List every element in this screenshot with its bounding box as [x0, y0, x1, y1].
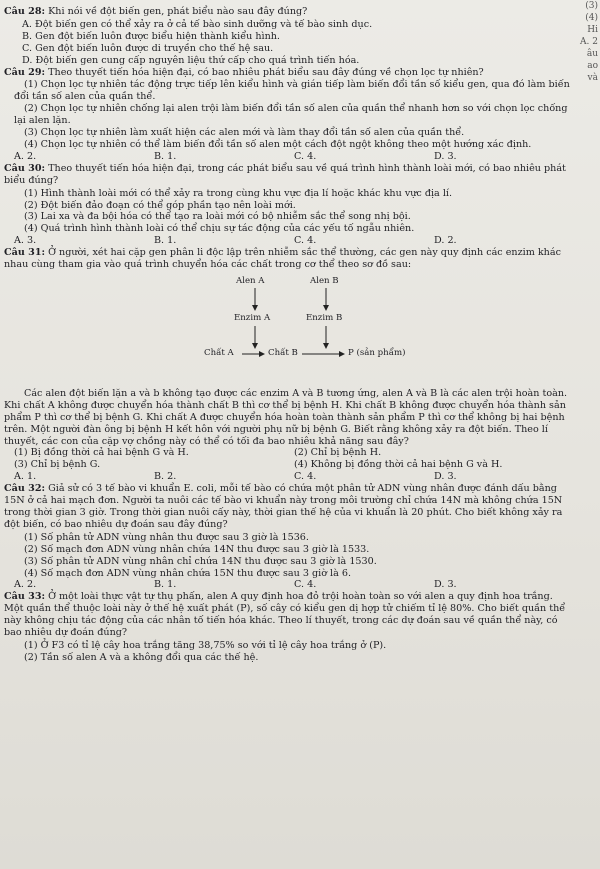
statement: (1) Ở F3 có tỉ lệ cây hoa trắng tăng 38,75% so với tỉ lệ cây hoa trắng ở (P).: [24, 639, 387, 651]
statement: (3) Số phân tử ADN vùng nhân chỉ chứa 14N thu được sau 3 giờ là 1530.: [24, 555, 377, 567]
statement: (3) Chỉ bị bệnh G.: [14, 459, 101, 471]
answer-b[interactable]: B. 1.: [154, 579, 177, 591]
question-33: [4, 591, 574, 639]
answer-b[interactable]: B. 2.: [154, 471, 177, 483]
question-number: Câu 30:: [4, 162, 46, 174]
answer-a[interactable]: A. 3.: [14, 235, 37, 247]
question-30: [4, 163, 574, 187]
substance-a-label: Chất A: [204, 347, 234, 358]
enzyme-a-label: Enzim A: [234, 312, 271, 323]
margin-notes: [574, 0, 598, 84]
answer-c[interactable]: C. 4.: [294, 579, 317, 591]
answer-row: [4, 151, 574, 163]
question-text: Giả sử có 3 tế bào vi khuẩn E. coli, mỗi tế bào có chứa một phân tử ADN vùng nhân được đánh dấu bằng 15N ở cả hai mạch đơn. Người ta nuôi các tế bào vi khuẩn này trong môi trường chỉ chứa 14N mà không chứa 15N trong thời gian 3 giờ. Trong thời gian nuôi cấy này, thời gian thế hệ của vi khuẩn là 20 phút. Cho biết không xảy ra đột biến, có bao nhiêu dự đoán sau đây đúng?: [4, 483, 563, 530]
statement: (1) Chọn lọc tự nhiên tác động trực tiếp lên kiểu hình và gián tiếp làm biến đổi tần số kiểu gen, qua đó làm biến đổi tần số alen của quần thể.: [14, 79, 570, 103]
answer-row: [4, 579, 574, 591]
question-number: Câu 28:: [4, 6, 46, 17]
question-number: Câu 31:: [4, 247, 46, 259]
answer-b[interactable]: B. 1.: [154, 150, 177, 162]
question-number: Câu 32:: [4, 483, 46, 495]
option: A. Đột biến gen có thể xảy ra ở cả tế bào sinh dưỡng và tế bào sinh dục.: [22, 18, 373, 30]
option: B. Gen đột biến luôn được biểu hiện thành kiểu hình.: [22, 30, 280, 42]
option: D. Đột biến gen cung cấp nguyên liệu thứ cấp cho quá trình tiến hóa.: [22, 54, 360, 66]
answer-row: [4, 471, 574, 483]
allele-b-label: Alen B: [310, 275, 339, 286]
statement-row: [4, 447, 574, 459]
question-text: Ở người, xét hai cặp gen phân li độc lập trên nhiễm sắc thể thường, các gen này quy định các enzim khác nhau cùng tham gia vào quá trình chuyển hóa các chất trong cơ thể theo sơ đồ sau:: [4, 247, 561, 271]
question-text: Khi nói về đột biến gen, phát biểu nào sau đây đúng?: [48, 6, 308, 17]
margin-note: (3): [585, 1, 598, 11]
question-29: [4, 67, 574, 79]
allele-a-label: Alen A: [236, 275, 265, 286]
question-text: Ở một loài thực vật tự thụ phấn, alen A quy định hoa đỏ trội hoàn toàn so với alen a quy định hoa trắng. Một quần thể thuộc loài này ở thế hệ xuất phát (P), số cây có kiểu gen dị hợp tử chiếm tỉ lệ 80%. Cho biết quần thể này không chịu tác động của các nhân tố tiến hóa khác. Theo lí thuyết, trong các dự đoán sau về quần thể này, có bao nhiêu dự đoán đúng?: [4, 591, 566, 639]
margin-note: A. 2: [580, 37, 598, 47]
answer-c[interactable]: C. 4.: [294, 235, 317, 247]
question-31-paragraph: Các alen đột biến lặn a và b không tạo được các enzim A và B tương ứng, alen A và B là các alen trội hoàn toàn. Khi chất A không được chuyển hóa thành chất B thì cơ thể bị bệnh H. Khi chất B không được chuyển hóa thành sản phẩm P thì cơ thể bị bệnh G. Khi chất A được chuyển hóa hoàn toàn thành sản phẩm P thì cơ thể không bị hai bệnh trên. Một người đàn ông bị bệnh H kết hôn với người phụ nữ bị bệnh G. Biết rằng không xảy ra đột biến. Theo lí thuyết, các con của cặp vợ chồng này có thể có tối đa bao nhiêu khả năng sau đây?: [4, 387, 568, 447]
question-number: Câu 33:: [4, 591, 46, 603]
margin-note: âu: [586, 49, 598, 59]
question-text: Theo thuyết tiến hóa hiện đại, có bao nhiêu phát biểu sau đây đúng về chọn lọc tự nhiên?: [48, 66, 484, 78]
answer-a[interactable]: A. 2.: [14, 150, 37, 162]
enzyme-b-label: Enzim B: [306, 312, 343, 323]
statement: (2) Chỉ bị bệnh H.: [294, 447, 382, 459]
answer-row: [4, 235, 574, 247]
margin-note: (4) Hi: [585, 13, 598, 35]
statement: (1) Bị đồng thời cả hai bệnh G và H.: [14, 447, 189, 459]
statement: (3) Chọn lọc tự nhiên làm xuất hiện các alen mới và làm thay đổi tần số alen của quần thể.: [24, 127, 465, 139]
statement: (1) Hình thành loài mới có thể xảy ra trong cùng khu vực địa lí hoặc khác khu vực địa lí.: [24, 187, 453, 199]
statement: (2) Tần số alen A và a không đổi qua các thế hệ.: [24, 651, 259, 663]
answer-d[interactable]: D. 3.: [434, 150, 457, 162]
question-32: [4, 483, 574, 531]
question-31: [4, 247, 574, 271]
option: C. Gen đột biến luôn được di truyền cho thế hệ sau.: [22, 42, 274, 54]
answer-d[interactable]: D. 3.: [434, 579, 457, 591]
statement: (4) Quá trình hình thành loài có thể chịu sự tác động của các yếu tố ngẫu nhiên.: [24, 223, 415, 235]
statement: (1) Số phân tử ADN vùng nhân thu được sau 3 giờ là 1536.: [24, 531, 309, 543]
margin-note: và: [587, 73, 598, 83]
pathway-arrows: [4, 274, 574, 386]
answer-a[interactable]: A. 2.: [14, 579, 37, 591]
metabolic-pathway-diagram: [4, 274, 574, 386]
statement: (3) Lai xa và đa bội hóa có thể tạo ra loài mới có bộ nhiễm sắc thể song nhị bội.: [24, 211, 411, 223]
answer-a[interactable]: A. 1.: [14, 471, 37, 483]
statement: (2) Số mạch đơn ADN vùng nhân chứa 14N thu được sau 3 giờ là 1533.: [24, 543, 370, 555]
margin-note: ao: [587, 61, 598, 71]
question-28: [4, 6, 574, 18]
answer-d[interactable]: D. 3.: [434, 471, 457, 483]
statement: (4) Không bị đồng thời cả hai bệnh G và H.: [294, 459, 503, 471]
question-text: Theo thuyết tiến hóa hiện đại, trong các phát biểu sau về quá trình hình thành loài mới, có bao nhiêu phát biểu đúng?: [4, 162, 566, 186]
statement: (2) Chọn lọc tự nhiên chống lại alen trội làm biến đổi tần số alen của quần thể nhanh hơn so với chọn lọc chống lại alen lặn.: [14, 103, 568, 127]
answer-d[interactable]: D. 2.: [434, 235, 457, 247]
product-label: P (sản phẩm): [348, 347, 406, 358]
answer-c[interactable]: C. 4.: [294, 150, 317, 162]
statement: (2) Đột biến đảo đoạn có thể góp phần tạo nên loài mới.: [24, 199, 296, 211]
substance-b-label: Chất B: [268, 347, 298, 358]
statement-row: [4, 459, 574, 471]
statement: (4) Chọn lọc tự nhiên có thể làm biến đổi tần số alen một cách đột ngột không theo một hướng xác định.: [24, 138, 532, 150]
answer-c[interactable]: C. 4.: [294, 471, 317, 483]
exam-content: [4, 6, 574, 664]
question-number: Câu 29:: [4, 66, 46, 78]
statement: (4) Số mạch đơn ADN vùng nhân chứa 15N thu được sau 3 giờ là 6.: [24, 567, 352, 579]
answer-b[interactable]: B. 1.: [154, 235, 177, 247]
